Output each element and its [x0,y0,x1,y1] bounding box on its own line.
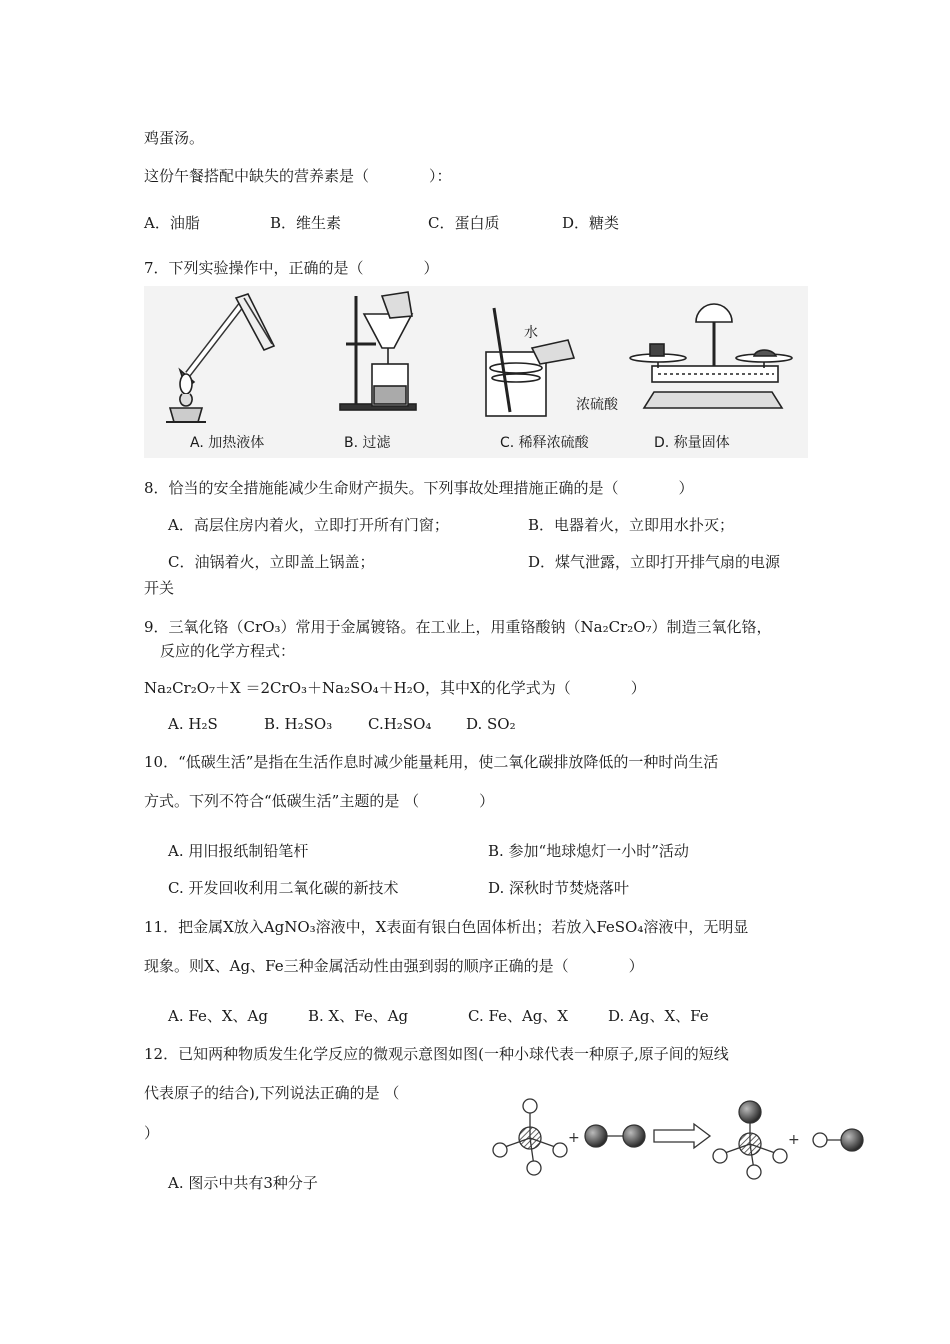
text-line: 开关 [144,579,175,597]
reactant-molecule-2 [585,1125,645,1147]
option-a: A. H₂S [168,715,218,733]
option-a: A．高层住房内着火，立即打开所有门窗； [168,516,449,534]
text-line: 反应的化学方程式： [160,642,296,660]
text-line: 方式。下列不符合“低碳生活”主题的是 （ ） [144,792,495,810]
molecule-reaction-drawing [488,1092,870,1184]
option-c: C. Fe、Ag、X [468,1007,569,1025]
lab-operations-figure [144,286,808,458]
text-line: 现象。则X、Ag、Fe三种金属活动性由强到弱的顺序正确的是（ ） [144,957,644,975]
option-c: C．油锅着火，立即盖上锅盖； [168,553,375,571]
question-prompt: 这份午餐搭配中缺失的营养素是（ ）： [144,167,452,185]
option-b: B. H₂SO₃ [264,715,333,733]
option-a: A．油脂 [144,214,200,232]
question-9: 9．三氧化铬（CrO₃）常用于金属镀铬。在工业上，用重铬酸钠（Na₂Cr₂O₇）制造三氧化铬， [144,618,772,636]
figure-label-a: A. 加热液体 [190,435,265,451]
option-a: A. 用旧报纸制铅笔杆 [168,842,309,860]
option-d: D. 深秋时节焚烧落叶 [488,879,630,897]
balance-icon [630,304,792,408]
option-a: A. Fe、X、Ag [168,1007,268,1025]
product-molecule-2 [813,1129,863,1151]
text-line: 鸡蛋汤。 [144,129,205,147]
figure-label-c: C. 稀释浓硫酸 [500,435,589,451]
svg-text:+: + [788,1132,800,1148]
equation-line: Na₂Cr₂O₇＋X ＝2CrO₃＋Na₂SO₄＋H₂O，其中X的化学式为（ ） [144,679,646,697]
reactant-molecule-1 [493,1099,567,1175]
question-12: 12．已知两种物质发生化学反应的微观示意图如图(一种小球代表一种原子,原子间的短线 [144,1045,729,1063]
option-d: D. Ag、X、Fe [608,1007,709,1025]
option-c: C.H₂SO₄ [368,715,432,733]
reaction-arrow-icon [654,1124,710,1148]
option-d: D．糖类 [562,214,620,232]
figure-label-d: D. 称量固体 [654,435,730,451]
option-a: A. 图示中共有3种分子 [168,1174,318,1192]
option-d: D．煤气泄露，立即打开排气扇的电源 [528,553,781,571]
figure-label-b: B. 过滤 [344,435,391,451]
option-b: B. X、Fe、Ag [308,1007,409,1025]
reaction-diagram [488,1092,870,1184]
text-line: 代表原子的结合),下列说法正确的是 （ [144,1084,400,1102]
filtration-icon [340,292,416,410]
product-molecule-1 [713,1101,787,1179]
text-line: ） [144,1124,160,1142]
question-10: 10．“低碳生活”是指在生活作息时减少能量耗用，使二氧化碳排放降低的一种时尚生活 [144,753,719,771]
option-b: B．维生素 [270,214,342,232]
option-b: B. 参加“地球熄灯一小时”活动 [488,842,689,860]
option-c: C. 开发回收利用二氧化碳的新技术 [168,879,399,897]
question-8: 8．恰当的安全措施能减少生命财产损失。下列事故处理措施正确的是（ ） [144,479,694,497]
option-b: B．电器着火，立即用水扑灭； [528,516,735,534]
question-11: 11．把金属X放入AgNO₃溶液中，X表面有银白色固体析出；若放入FeSO₄溶液中，无明显 [144,918,749,936]
water-label: 水 [524,325,538,341]
acid-label: 浓硫酸 [576,397,618,413]
svg-text:+: + [568,1130,580,1146]
question-7: 7．下列实验操作中，正确的是（ ） [144,259,439,277]
heating-liquid-icon [166,294,274,422]
option-d: D. SO₂ [466,715,516,733]
option-c: C．蛋白质 [428,214,500,232]
